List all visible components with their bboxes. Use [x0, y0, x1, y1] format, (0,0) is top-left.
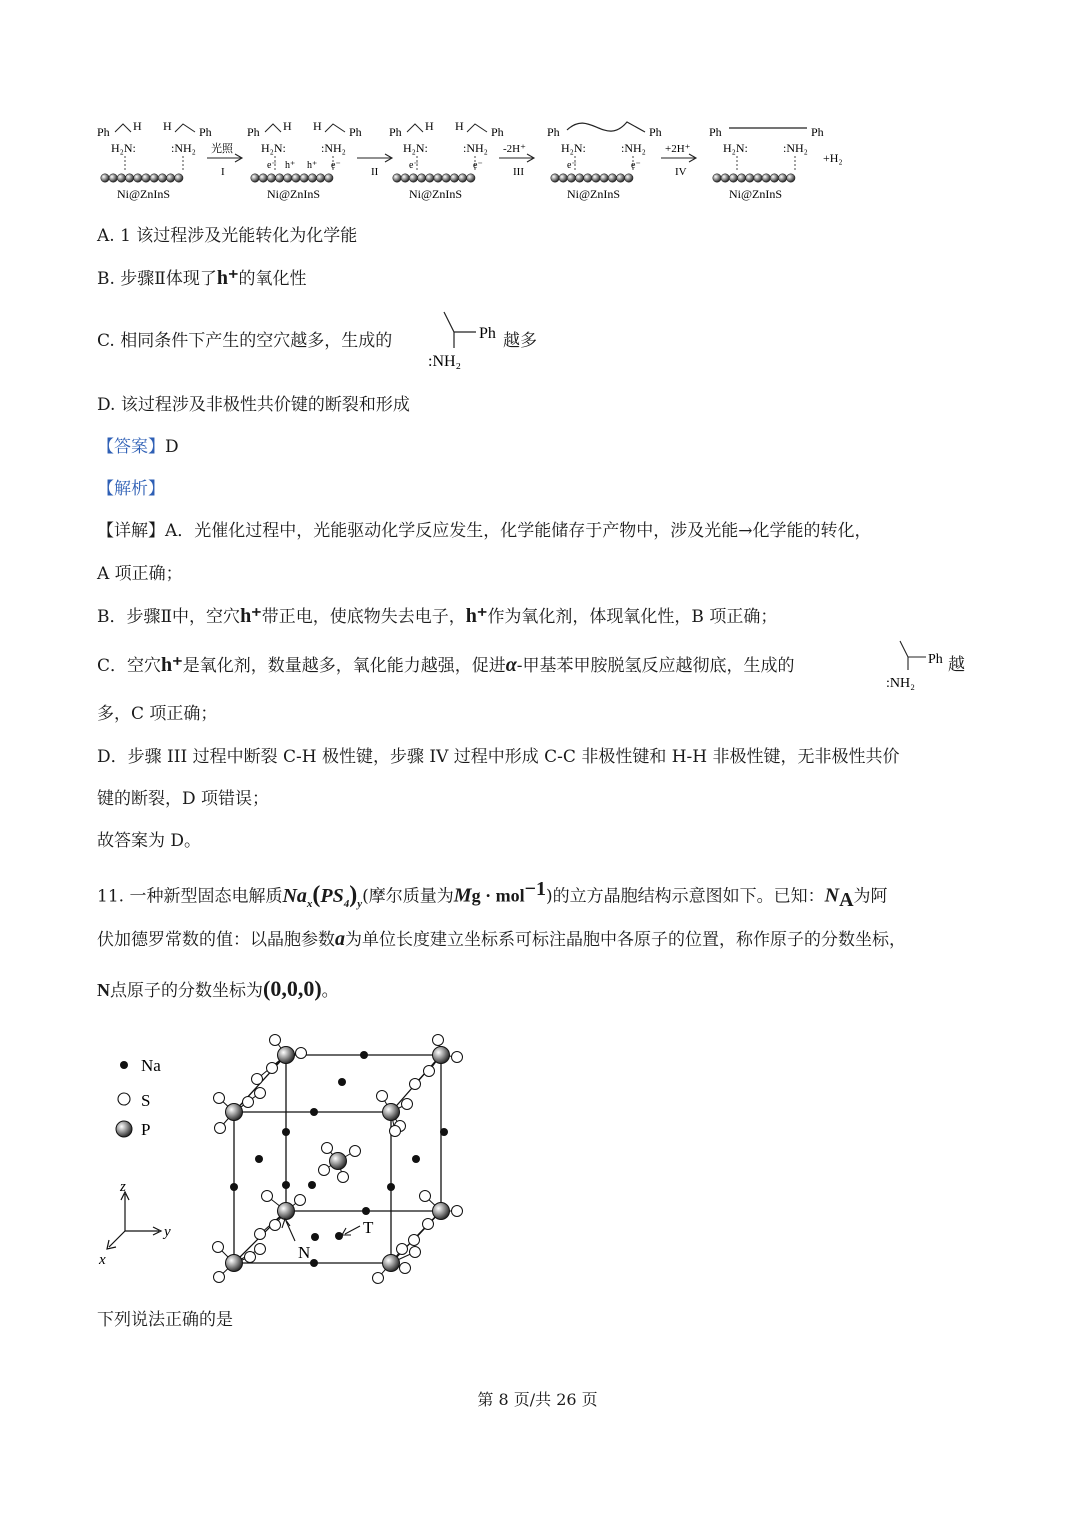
s-atom: [267, 1063, 278, 1074]
catalyst-particle: [592, 174, 600, 182]
s-atom: [243, 1097, 254, 1108]
crystal-structure: [95, 1020, 475, 1295]
p-atom: [226, 1255, 243, 1272]
catalyst-particle: [762, 174, 770, 182]
step-number: III: [513, 166, 524, 178]
catalyst-particle: [575, 174, 583, 182]
nh2-label: :NH₂: [886, 676, 915, 691]
s-atom: [390, 1126, 401, 1137]
detail-b-suffix: 作为氧化剂，体现氧化性，B 项正确；: [487, 607, 778, 627]
ph-label: Ph: [479, 325, 496, 342]
legend-s-circle: [118, 1093, 130, 1105]
molar-mass-unit: g · mol: [471, 885, 525, 906]
detail-a-line2: A 项正确；: [97, 564, 183, 584]
q11-prefix: 11. 一种新型固态电解质: [97, 886, 283, 907]
catalyst-particle: [713, 174, 721, 182]
s-atom: [252, 1074, 263, 1085]
h2n-label: H₂N:: [561, 141, 586, 155]
ph-label: Ph: [928, 652, 943, 667]
answer-value: D: [165, 437, 179, 457]
s-atom: [433, 1035, 444, 1046]
na-atom: [282, 1128, 290, 1136]
step-number: I: [221, 166, 225, 178]
avogadro-sub: A: [839, 889, 854, 912]
electron-label: e⁻: [473, 160, 483, 171]
q11-line2-suffix: 为单位长度建立坐标系可标注晶胞中各原子的位置，称作原子的分数坐标，: [345, 930, 906, 950]
t-pointer: [345, 1226, 360, 1234]
catalyst-particle: [101, 174, 109, 182]
bond: [115, 124, 131, 132]
ph-label: Ph: [547, 125, 560, 139]
s-atom: [245, 1252, 256, 1263]
h-label: H: [283, 119, 292, 133]
product-amine-structure-small: [882, 638, 950, 692]
na-atom: [255, 1155, 263, 1163]
analysis-label: 【解析】: [97, 479, 165, 499]
ph-label: Ph: [811, 125, 824, 139]
formula: $Na_x(PS_4)_y$: [282, 881, 363, 910]
option-c: [97, 329, 392, 353]
q11-line3-suffix: 。: [321, 981, 339, 1001]
catalyst-particle: [450, 174, 458, 182]
catalyst-particle: [117, 174, 125, 182]
catalyst-particle: [737, 174, 745, 182]
wavy-bond: [567, 122, 645, 132]
catalyst-particle: [150, 174, 158, 182]
catalyst-particle: [325, 174, 333, 182]
formula-ps: PS: [320, 884, 344, 907]
p-atom: [278, 1047, 295, 1064]
catalyst-particle: [401, 174, 409, 182]
option-d: D. 该过程涉及非极性共价键的断裂和形成: [97, 395, 410, 415]
formula-na: Na: [282, 884, 307, 907]
detail-b-prefix: B．步骤Ⅱ中，空穴: [97, 607, 241, 627]
ph-label: Ph: [389, 125, 402, 139]
legend-na-dot: [120, 1061, 128, 1069]
electron-label: e⁻: [409, 160, 419, 171]
na-atom: [230, 1183, 238, 1191]
s-atom: [452, 1206, 463, 1217]
na-atom: [311, 1233, 319, 1241]
catalyst-particle: [754, 174, 762, 182]
s-atom: [452, 1052, 463, 1063]
s-atom: [373, 1273, 384, 1284]
s-atom: [409, 1235, 420, 1246]
q11-line1: [97, 877, 888, 916]
electron-label: e⁻: [567, 160, 577, 171]
na-atom: [440, 1128, 448, 1136]
n-pointer: [286, 1221, 295, 1241]
ph-label: Ph: [199, 125, 212, 139]
nh2-label: :NH₂: [783, 141, 808, 155]
s-atom: [410, 1079, 421, 1090]
h-plus-symbol: h⁺: [161, 654, 183, 676]
s-atom: [420, 1191, 431, 1202]
na-atom: [362, 1207, 370, 1215]
catalyst-particle: [259, 174, 267, 182]
catalyst-particle: [625, 174, 633, 182]
p-atom: [383, 1104, 400, 1121]
product-amine-structure: [424, 308, 504, 374]
h-label: H: [425, 119, 434, 133]
catalyst-particle: [729, 174, 737, 182]
option-b-prefix: B. 步骤Ⅱ体现了: [97, 269, 217, 289]
q11-mid: (摩尔质量为: [362, 886, 454, 907]
s-atom: [270, 1220, 281, 1231]
na-atom: [387, 1183, 395, 1191]
step-number: II: [371, 166, 379, 178]
p-atom: [226, 1104, 243, 1121]
detail-b-mid: 带正电，使底物失去电子，: [261, 607, 466, 627]
p-atom: [278, 1203, 295, 1220]
bond: [175, 124, 195, 132]
answer-label: 【答案】: [97, 437, 165, 457]
catalyst-particle: [292, 174, 300, 182]
conclusion: 故答案为 D。: [97, 831, 202, 851]
option-c-suffix: 越多: [503, 331, 537, 351]
p-atom: [330, 1153, 347, 1170]
q11-line2-prefix: 伏加德罗常数的值：以晶胞参数: [97, 930, 335, 950]
hole-label: h⁺: [307, 160, 318, 171]
ph-label: Ph: [649, 125, 662, 139]
na-atom: [338, 1078, 346, 1086]
s-atom: [319, 1165, 330, 1176]
t-label: T: [363, 1218, 374, 1237]
s-atom: [255, 1229, 266, 1240]
h2n-label: H₂N:: [111, 141, 136, 155]
detail-c-mid2: -甲基苯甲胺脱氢反应越彻底，生成的: [516, 656, 795, 676]
h-label: H: [455, 119, 464, 133]
nh2-label: :NH₂: [621, 141, 646, 155]
arrow-top-label: 光照: [211, 143, 233, 155]
formula-x: x: [306, 897, 313, 910]
molar-mass-exp: −1: [524, 878, 546, 900]
catalyst-particle: [600, 174, 608, 182]
s-atom: [215, 1123, 226, 1134]
catalyst-particle: [616, 174, 624, 182]
arrow-top-label: +2H⁺: [665, 143, 691, 155]
catalyst-particle: [559, 174, 567, 182]
detail-c-line2: 多，C 项正确；: [97, 704, 218, 724]
page-footer: 第 8 页/共 26 页: [477, 1390, 598, 1409]
step-number: IV: [675, 166, 687, 178]
ph-label: Ph: [247, 125, 260, 139]
h-plus-symbol: h⁺: [240, 605, 262, 627]
detail-c-prefix: C．空穴: [97, 656, 162, 676]
s-atom: [262, 1191, 273, 1202]
catalyst-particle: [316, 174, 324, 182]
catalyst-particle: [267, 174, 275, 182]
legend-p-ball: [116, 1121, 132, 1137]
h-label: H: [313, 119, 322, 133]
q11-line2: [97, 927, 906, 952]
catalyst-particle: [166, 174, 174, 182]
n-point-symbol: N: [97, 980, 110, 1000]
catalyst-particle: [300, 174, 308, 182]
option-b-suffix: 的氧化性: [238, 269, 307, 289]
detail-b: [97, 604, 777, 629]
alpha-symbol: α: [505, 654, 517, 676]
catalyst-particle: [284, 174, 292, 182]
s-atom: [296, 1048, 307, 1059]
reaction-scheme: [95, 112, 855, 206]
x-axis: [109, 1231, 125, 1247]
option-b: [97, 266, 307, 291]
catalyst-particle: [551, 174, 559, 182]
catalyst-particle: [770, 174, 778, 182]
avogadro-symbol: N: [824, 884, 840, 907]
axis-z-label: z: [120, 1179, 126, 1195]
s-atom: [402, 1099, 413, 1110]
electron-label: e⁻: [331, 160, 341, 171]
s-atom: [397, 1244, 408, 1255]
catalyst-particle: [787, 174, 795, 182]
bond: [467, 124, 487, 132]
s-atom: [322, 1143, 333, 1154]
catalyst-particle: [426, 174, 434, 182]
ph-label: Ph: [491, 125, 504, 139]
detail-a-text: A．光催化过程中，光能驱动化学反应发生，化学能储存于产物中，涉及光能→化学能的转化，: [165, 521, 872, 541]
catalyst-particle: [442, 174, 450, 182]
legend-s-label: S: [141, 1091, 151, 1110]
s-atom: [255, 1088, 266, 1099]
option-a: A. 1 该过程涉及光能转化为化学能: [97, 226, 358, 246]
p-atom: [433, 1047, 450, 1064]
na-atom: [310, 1108, 318, 1116]
catalyst-particle: [409, 174, 417, 182]
catalyst-particle: [567, 174, 575, 182]
catalyst-particle: [134, 174, 142, 182]
n-point-coord: (0,0,0): [263, 976, 322, 1001]
h-plus-symbol: h⁺: [216, 267, 239, 289]
catalyst-particle: [275, 174, 283, 182]
s-atom: [423, 1219, 434, 1230]
nh2-label: :NH₂: [321, 141, 346, 155]
bond: [407, 124, 423, 132]
nh2-label: :NH₂: [463, 141, 488, 155]
formula-4: 4: [343, 897, 350, 910]
catalyst-particle: [125, 174, 133, 182]
statement: 下列说法正确的是: [97, 1310, 233, 1330]
h2n-label: H₂N:: [261, 141, 286, 155]
catalyst-particle: [746, 174, 754, 182]
na-atom: [308, 1181, 316, 1189]
s-atom: [255, 1244, 266, 1255]
catalyst-particle: [158, 174, 166, 182]
catalyst-particle: [608, 174, 616, 182]
catalyst-particle: [251, 174, 259, 182]
na-atom: [282, 1181, 290, 1189]
catalyst-particle: [467, 174, 475, 182]
answer-line: [97, 435, 179, 459]
ph-label: Ph: [709, 125, 722, 139]
q11-mid2: )的立方晶胞结构示意图如下。已知：: [545, 886, 825, 907]
ph-label: Ph: [349, 125, 362, 139]
catalyst-label: Ni@ZnInS: [267, 187, 321, 201]
h2n-label: H₂N:: [723, 141, 748, 155]
option-c-prefix: C. 相同条件下产生的空穴越多，生成的: [97, 331, 393, 351]
s-atom: [410, 1247, 421, 1258]
catalyst-label: Ni@ZnInS: [117, 187, 171, 201]
arrow-top-label: -2H⁺: [503, 143, 526, 155]
na-atom: [412, 1155, 420, 1163]
s-atom: [214, 1093, 225, 1104]
electron-label: e⁻: [631, 160, 641, 171]
na-atom: [310, 1259, 318, 1267]
nh2-label: :NH₂: [171, 141, 196, 155]
na-atom: [335, 1232, 343, 1240]
formula-y: y: [357, 897, 363, 910]
catalyst-particle: [308, 174, 316, 182]
catalyst-particle: [393, 174, 401, 182]
detail-d-line2: 键的断裂，D 项错误；: [97, 789, 270, 809]
bond: [265, 124, 281, 132]
catalyst-particle: [109, 174, 117, 182]
h-label: H: [133, 119, 142, 133]
n-label: N: [298, 1243, 311, 1262]
s-atom: [295, 1195, 306, 1206]
detail-a-line1: [97, 519, 872, 543]
s-atom: [424, 1066, 435, 1077]
detail-label: 【详解】: [97, 521, 165, 541]
catalyst-label: Ni@ZnInS: [567, 187, 621, 201]
axis-y-label: y: [164, 1224, 171, 1240]
detail-c-mid: 是氧化剂，数量越多，氧化能力越强，促进: [182, 656, 506, 676]
s-atom: [400, 1263, 411, 1274]
q11-line1-suffix: 为阿: [853, 886, 888, 907]
h-label: H: [163, 119, 172, 133]
s-atom: [213, 1242, 224, 1253]
s-atom: [214, 1272, 225, 1283]
q11-line3: [97, 977, 339, 1003]
nh2-label: :NH₂: [428, 353, 462, 370]
electron-label: e⁻: [267, 160, 277, 171]
axis-x-label: x: [99, 1252, 106, 1268]
p-atom: [383, 1255, 400, 1272]
p-atom: [433, 1203, 450, 1220]
detail-c: [97, 653, 795, 678]
catalyst-particle: [142, 174, 150, 182]
s-atom: [338, 1172, 349, 1183]
catalyst-particle: [175, 174, 183, 182]
hole-label: h⁺: [285, 160, 296, 171]
catalyst-particle: [417, 174, 425, 182]
s-atom: [270, 1035, 281, 1046]
h-plus-symbol: h⁺: [465, 605, 488, 627]
h2-product: +H₂: [823, 151, 843, 165]
catalyst-particle: [434, 174, 442, 182]
lattice-param-symbol: a: [335, 928, 345, 950]
s-atom: [377, 1091, 388, 1102]
catalyst-particle: [778, 174, 786, 182]
catalyst-particle: [458, 174, 466, 182]
h2n-label: H₂N:: [403, 141, 428, 155]
legend-na-label: Na: [141, 1056, 161, 1075]
molar-mass-symbol: M: [453, 884, 472, 907]
catalyst-particle: [584, 174, 592, 182]
s-atom: [350, 1146, 361, 1157]
ph-label: Ph: [97, 125, 110, 139]
na-atom: [360, 1051, 368, 1059]
q11-line3-prefix: 点原子的分数坐标为: [110, 981, 263, 1001]
bond: [325, 124, 345, 132]
detail-c-suffix: 越: [948, 655, 965, 675]
catalyst-label: Ni@ZnInS: [409, 187, 463, 201]
detail-d-line1: D．步骤 III 过程中断裂 C-H 极性键，步骤 IV 过程中形成 C-C 非极性键和 H-H 非极性键，无非极性共价: [97, 747, 900, 767]
catalyst-label: Ni@ZnInS: [729, 187, 783, 201]
legend-p-label: P: [141, 1120, 151, 1139]
catalyst-particle: [721, 174, 729, 182]
